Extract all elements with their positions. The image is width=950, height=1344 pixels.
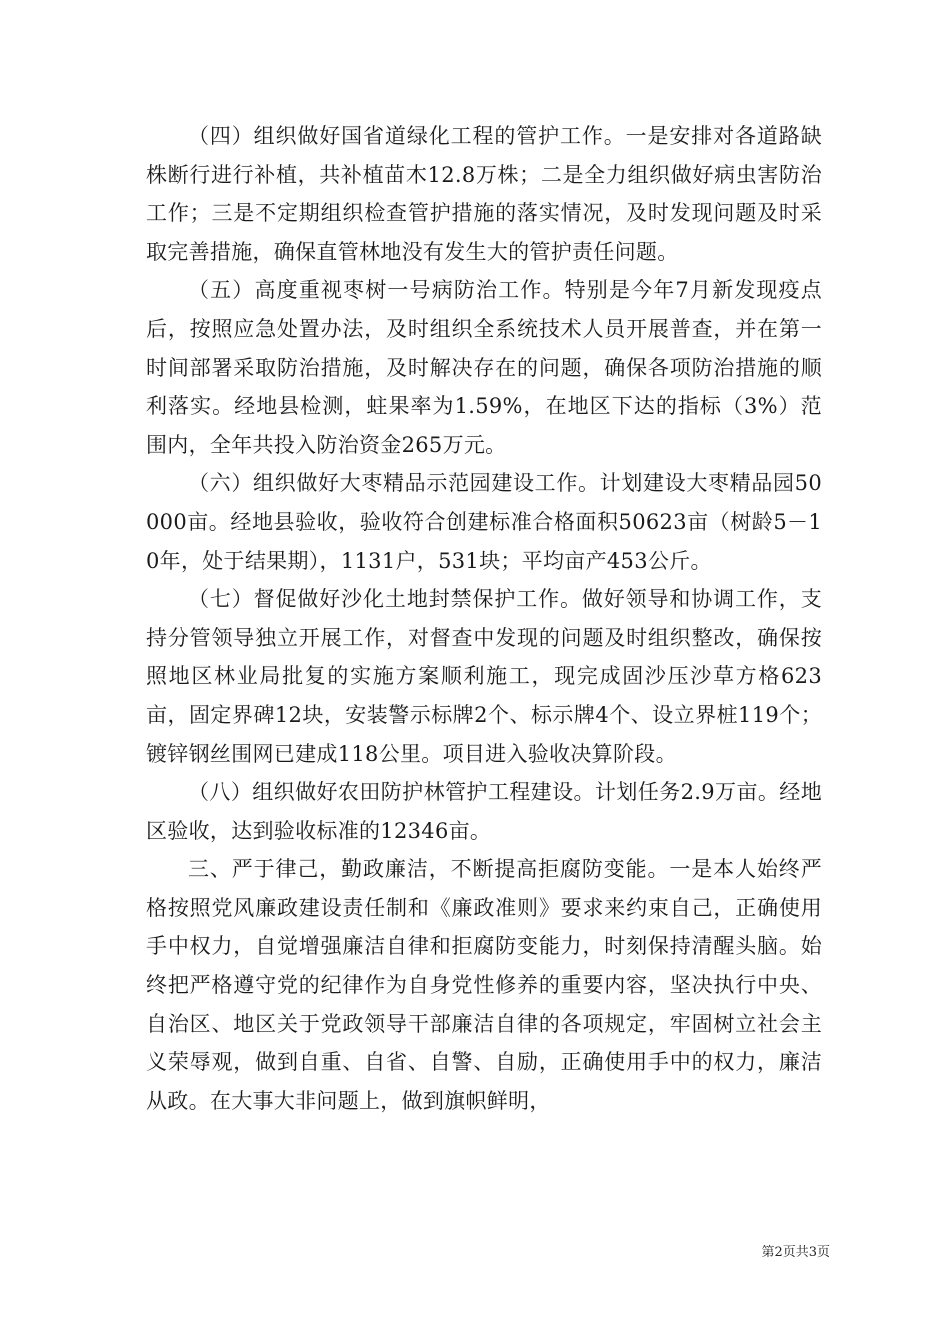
paragraph-8-farmland-shelterbelt: （八）组织做好农田防护林管护工程建设。计划任务2.9万亩。经地区验收，达到验收标准的12346亩。 — [146, 780, 822, 843]
paragraph-4-greening-maintenance: （四）组织做好国省道绿化工程的管护工作。一是安排对各道路缺株断行进行补植，共补植苗木12.8万株；二是全力组织做好病虫害防治工作；三是不定期组织检查管护措施的落实情况，及时发现问题及时采取完善措施，确保直管林地没有发生大的管护责任问题。 — [146, 124, 822, 264]
page-number-footer: 第2页共3页 — [761, 1245, 830, 1260]
paragraph-7-desertified-land-protection: （七）督促做好沙化土地封禁保护工作。做好领导和协调工作，支持分管领导独立开展工作，对督查中发现的问题及时组织整改，确保按照地区林业局批复的实施方案顺利施工，现完成固沙压沙草方格623亩，固定界碑12块，安装警示标牌2个、标示牌4个、设立界桩119个；镀锌钢丝围网已建成118公里。项目进入验收决算阶段。 — [146, 587, 822, 766]
paragraph-6-jujube-demo-garden: （六）组织做好大枣精品示范园建设工作。计划建设大枣精品园50000亩。经地县验收，验收符合创建标准合格面积50623亩（树龄5－10年，处于结果期），1131户，531块；平均亩产453公斤。 — [146, 471, 822, 573]
document-body — [146, 117, 822, 1120]
paragraph-5-jujube-disease-control: （五）高度重视枣树一号病防治工作。特别是今年7月新发现疫点后，按照应急处置办法，及时组织全系统技术人员开展普查，并在第一时间部署采取防治措施，及时解决存在的问题，确保各项防治措施的顺利落实。经地县检测，蛀果率为1.59%，在地区下达的指标（3%）范围内，全年共投入防治资金265万元。 — [146, 278, 822, 457]
paragraph-section-3-integrity: 三、严于律己，勤政廉洁，不断提高拒腐防变能。一是本人始终严格按照党风廉政建设责任制和《廉政准则》要求来约束自己，正确使用手中权力，自觉增强廉洁自律和拒腐防变能力，时刻保持清醒头脑。始终把严格遵守党的纪律作为自身党性修养的重要内容，坚决执行中央、自治区、地区关于党政领导干部廉洁自律的各项规定，牢固树立社会主义荣辱观，做到自重、自省、自警、自励，正确使用手中的权力，廉洁从政。在大事大非问题上，做到旗帜鲜明， — [146, 857, 822, 1113]
